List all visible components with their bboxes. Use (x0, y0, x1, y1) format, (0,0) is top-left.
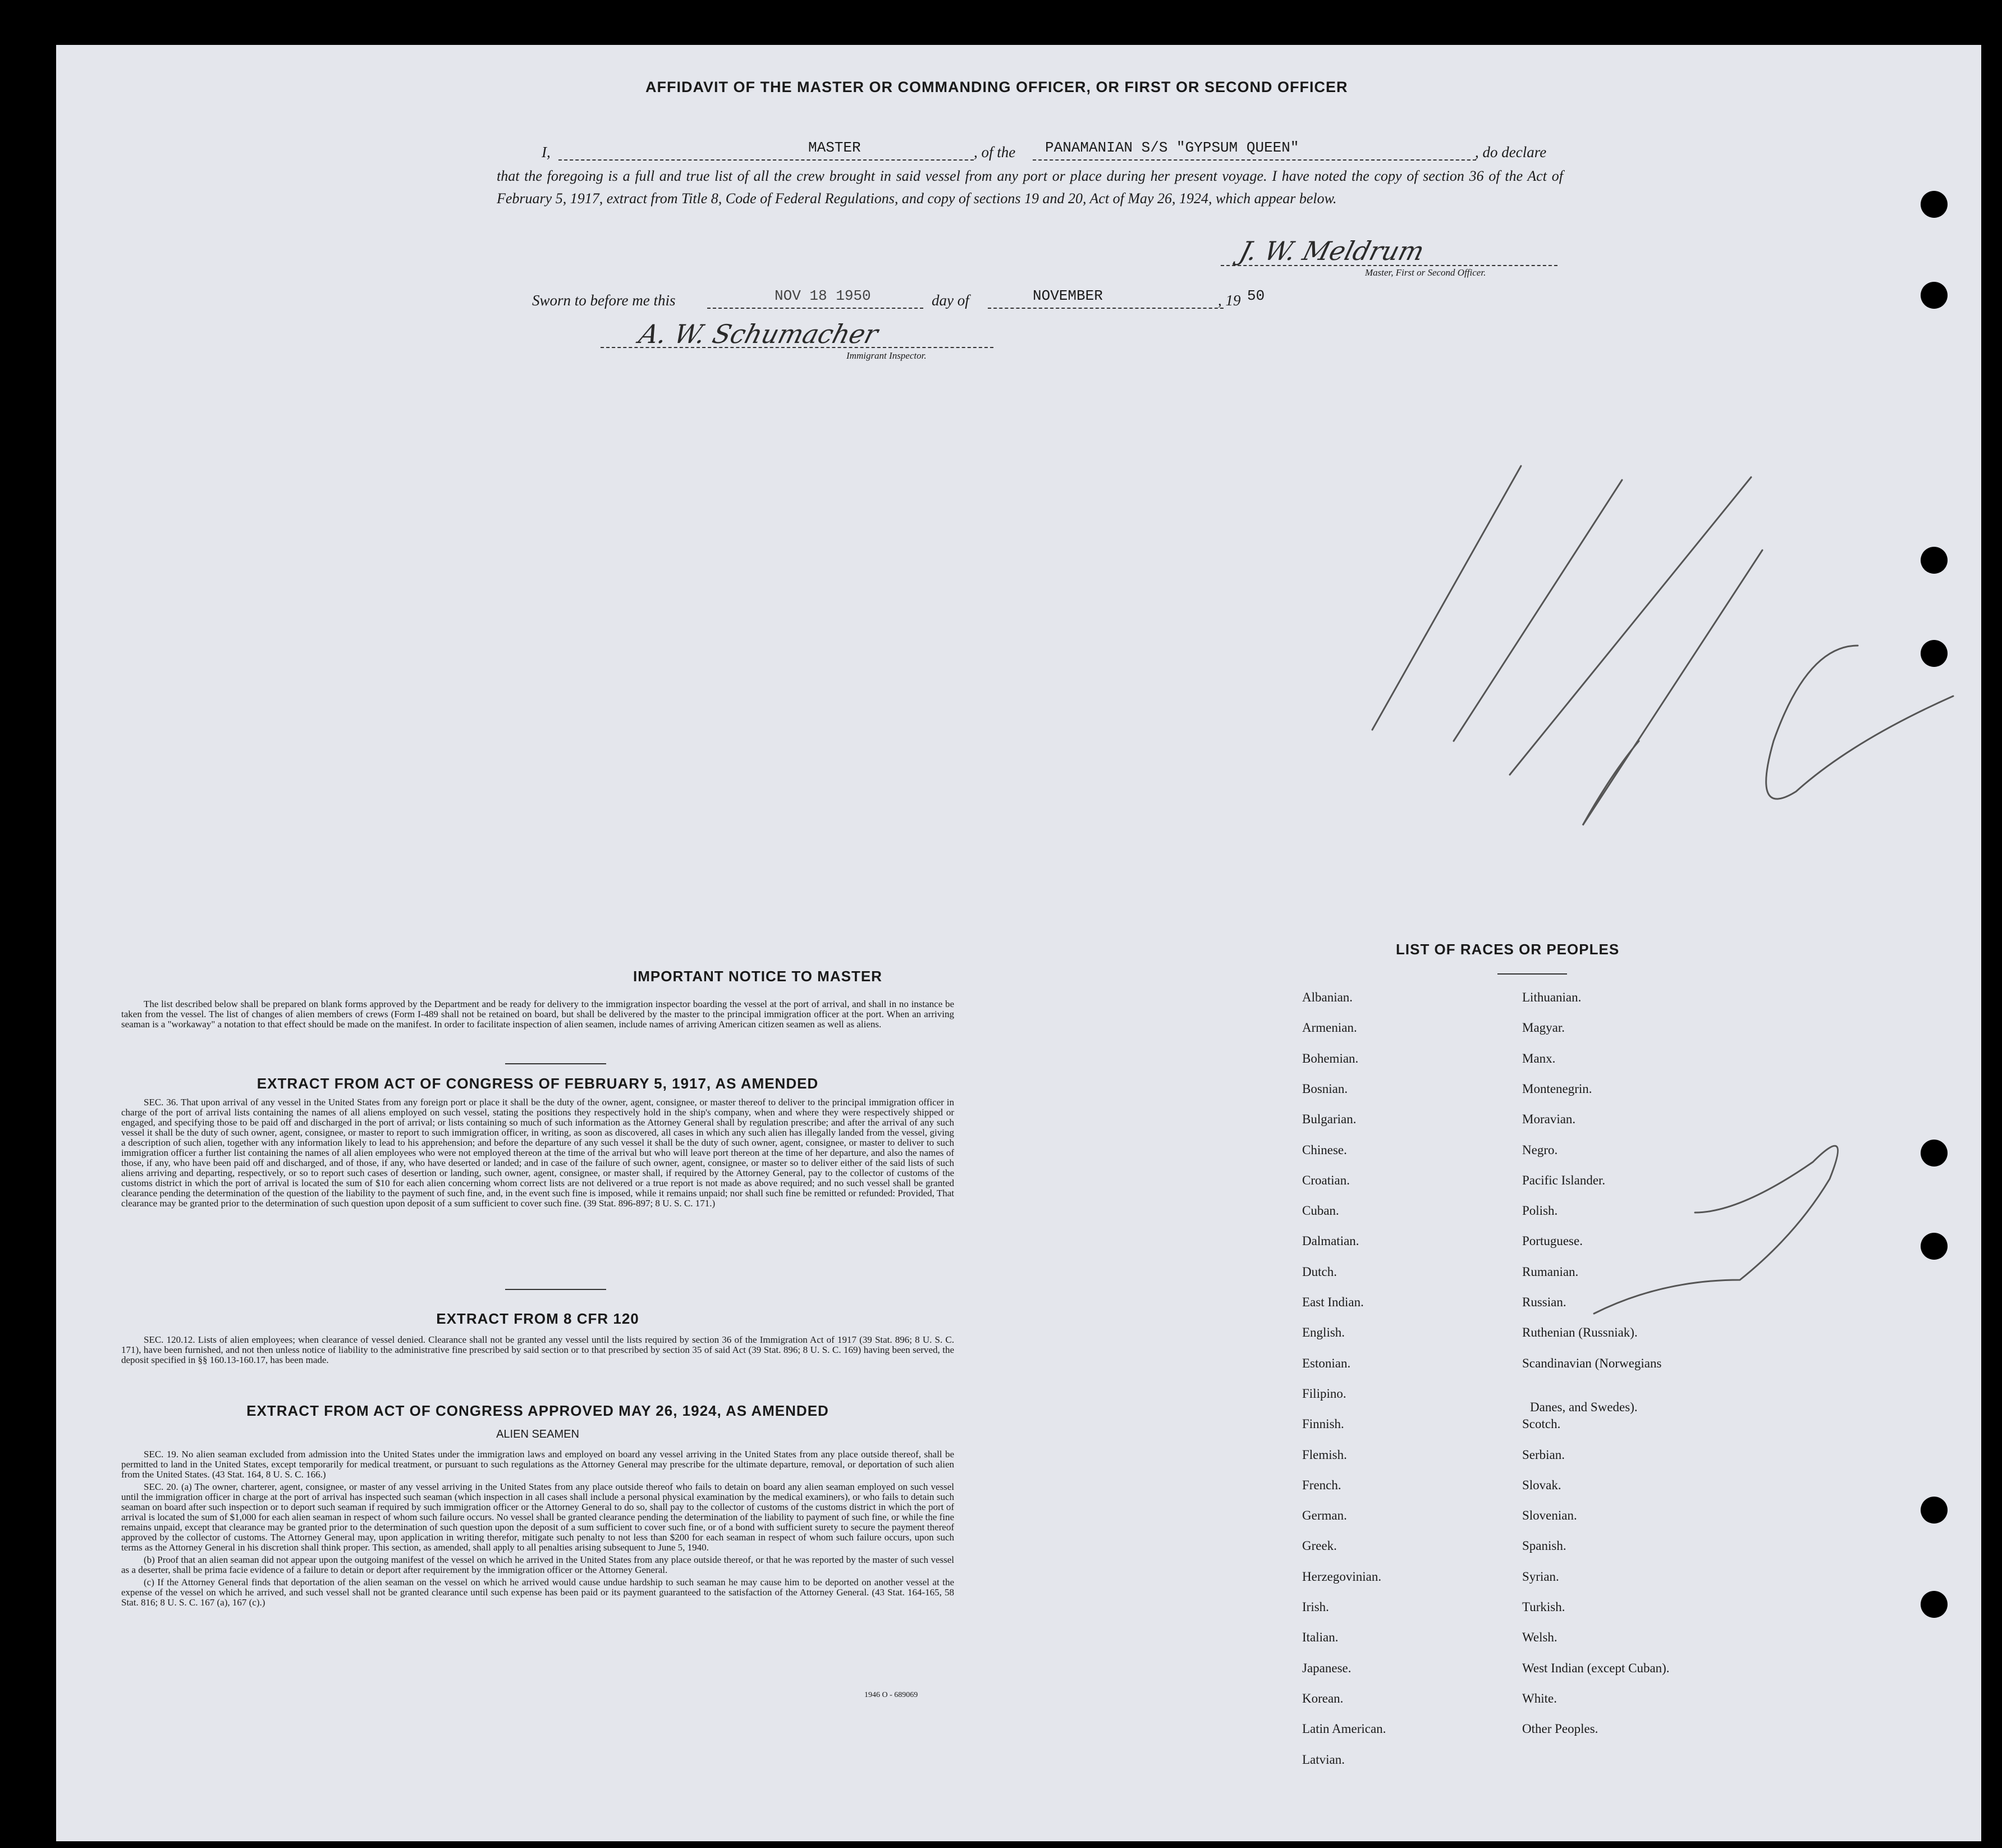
punch-hole (1921, 282, 1948, 309)
race-item: Portuguese. (1522, 1234, 1583, 1248)
affidavit-title: AFFIDAVIT OF THE MASTER OR COMMANDING OFFICER, OR FIRST OR SECOND OFFICER (645, 79, 1348, 95)
notice-text (121, 999, 954, 1032)
race-item: Flemish. (1302, 1447, 1347, 1462)
of-the-label: , of the (974, 144, 1016, 161)
race-item: English. (1302, 1325, 1345, 1340)
race-item: Slovenian. (1522, 1508, 1577, 1523)
day-of-label: day of (932, 292, 969, 309)
extract-1924-paragraph: (b) Proof that an alien seaman did not appear upon the outgoing manifest of the vessel on which he arrived in the United States from any place outside thereof, or that he was reported by the master of such vessel as a deserter, shall be prima facie evidence of a failure to detain or deport after requirement by the immigration officer or the Attorney General. (121, 1554, 954, 1575)
extract-1924-text (121, 1449, 954, 1610)
race-item: Irish. (1302, 1600, 1329, 1614)
extract-1924-paragraph: SEC. 19. No alien seaman excluded from admission into the United States under the immigration laws and employed on board any vessel arriving in the United States from any place outside thereof, shall be permitted to land in the United States, except temporarily for medical treatment, or pursuant to such regulations as the Attorney General may prescribe for the ultimate departure, removal, or deportation of such alien from the United States. (43 Stat. 164, 8 U. S. C. 166.) (121, 1449, 954, 1480)
inspector-caption: Immigrant Inspector. (846, 350, 927, 361)
race-item: Japanese. (1302, 1661, 1352, 1675)
race-item: Italian. (1302, 1630, 1339, 1645)
vessel-field: PANAMANIAN S/S "GYPSUM QUEEN" (1045, 139, 1299, 156)
month-line (988, 308, 1224, 309)
race-item: Dutch. (1302, 1264, 1337, 1279)
race-item: Bohemian. (1302, 1051, 1359, 1065)
extract-cfr-paragraph: SEC. 120.12. Lists of alien employees; when clearance of vessel denied. Clearance shall not be granted any vessel until the lists required by section 36 of the Immigration Act of 1917 (39 Stat. 896; 8 U. S. C. 171), have been furnished, and not then unless notice of liability to the administrative fine prescribed by said section or to that prescribed by section 35 of said Act (39 Stat. 896; 8 U. S. C. 169) having been served, the deposit specified in §§ 160.13-160.17, has been made. (121, 1334, 954, 1365)
races-title: LIST OF RACES OR PEOPLES (1396, 941, 1620, 958)
race-item: Lithuanian. (1522, 990, 1582, 1004)
inspector-signature: A. W. Schumacher (635, 319, 882, 349)
race-item: Montenegrin. (1522, 1081, 1592, 1096)
race-item: Croatian. (1302, 1173, 1350, 1187)
race-item: Polish. (1522, 1204, 1558, 1218)
race-item: Chinese. (1302, 1142, 1347, 1157)
extract-1924-paragraph: SEC. 20. (a) The owner, charterer, agent, consignee, or master of any vessel arriving in the United States from any place outside thereof who fails to detain on board any alien seaman employed on such vessel until the immigration officer in charge at the port of arrival has inspected such seaman (which inspection in all cases shall include a personal physical examination by the medical examiners), or who fails to detain such seaman on board after such inspection or to deport such seaman if required by such immigration officer or the Attorney General to do so, shall pay to the collector of customs of the customs district in which the port of arrival is located the sum of $1,000 for each alien seaman in respect of whom such failure occurs. No vessel shall be granted clearance pending the determination of the liability to payment of such fine, or while the fine remains unpaid, except that clearance may be granted prior to the determination of such question upon the deposit of a sum sufficient to cover such fine, or of a bond with sufficient surety to secure the payment thereof approved by the collector of customs. The Attorney General may, upon application in writing therefor, mitigate such penalty to not less than $200 for each seaman in respect of whom such failure occurs, upon such terms as the Attorney General in his discretion shall think proper. This section, as amended, shall apply to all penalties arising subsequent to June 5, 1940. (121, 1481, 954, 1553)
race-item: Estonian. (1302, 1356, 1351, 1370)
race-item: Latin American. (1302, 1722, 1386, 1736)
race-item: Finnish. (1302, 1417, 1344, 1431)
year-prefix: , 19 (1218, 292, 1241, 309)
extract-1917-paragraph: SEC. 36. That upon arrival of any vessel in the United States from any foreign port or place it shall be the duty of the owner, agent, consignee, or master thereof to deliver to the principal immigration officer in charge of the port of arrival lists containing the names of all aliens employed on such vessel, stating the positions they respectively hold in the ship's company, when and where they were respectively shipped or engaged, and specifying those to be paid off and discharged in the port of arrival; or lists containing so much of such information as the Attorney General shall by regulation prescribe; and after the arrival of any such vessel it shall be the duty of such owner, agent, consignee, or master to report to such immigration officer, in writing, as soon as discovered, all cases in which any such alien has illegally landed from the vessel, giving a description of such alien, together with any information likely to lead to his apprehension; and before the departure of any such vessel it shall be the duty of such owner, agent, consignee, or master to deliver to such immigration officer a further list containing the names of all alien employees who were not employed thereon at the time of the arrival but who will leave port thereon at the time of her departure, and also the names of those, if any, who have been paid off and discharged, and of those, if any, who have deserted or landed; and in case of the failure of such owner, agent, consignee, or master so to deliver either of the said lists of such aliens arriving and departing, respectively, or so to report such cases of desertion or landing, such owner, agent, consignee, or master shall, if required by the Attorney General, pay to the collector of customs of the customs district in which the port of arrival is located the sum of $10 for each alien concerning whom correct lists are not delivered or a true report is not made as above required; and no such vessel shall be granted clearance pending the determination of the question of the liability to the payment of such fine, and, in the event such fine is imposed, while it remains unpaid; nor shall such fine be remitted or refunded: Provided, That clearance may be granted prior to the determination of such question upon deposit of a sum sufficient to cover such fine. (39 Stat. 896-897; 8 U. S. C. 171.) (121, 1097, 954, 1209)
sworn-date-stamp: NOV 18 1950 (775, 287, 871, 304)
race-item: Moravian. (1522, 1112, 1576, 1127)
race-item: Manx. (1522, 1051, 1556, 1065)
race-item: Cuban. (1302, 1204, 1339, 1218)
race-item: Slovak. (1522, 1478, 1561, 1492)
extract-1917-title: EXTRACT FROM ACT OF CONGRESS OF FEBRUARY 5, 1917, AS AMENDED (256, 1075, 819, 1092)
punch-hole (1921, 1591, 1948, 1618)
printer-mark: 1946 O - 689069 (864, 1691, 918, 1699)
race-item: Rumanian. (1522, 1264, 1579, 1279)
notice-paragraph: The list described below shall be prepared on blank forms approved by the Department and be ready for delivery to the immigration inspector boarding the vessel at the port of arrival, and shall in no instance be taken from the vessel. The list of changes of alien members of crews (Form I-489 shall not be retained on board, but shall be delivered by the master to the principal immigration officer at the port. When an arriving seaman is a "workaway" a notation to that effect should be made on the manifest. In order to facilitate inspection of alien seamen, include names of arriving American citizen seamen as well as aliens. (121, 999, 954, 1030)
punch-hole (1921, 191, 1948, 218)
race-item: Latvian. (1302, 1752, 1345, 1767)
year-field: 50 (1247, 287, 1265, 304)
race-item: Greek. (1302, 1539, 1337, 1553)
race-item: West Indian (except Cuban). (1522, 1661, 1670, 1675)
sworn-label: Sworn to before me this (532, 292, 676, 309)
extract-1924-subtitle: ALIEN SEAMEN (496, 1428, 579, 1440)
punch-hole (1921, 1497, 1948, 1524)
extract-cfr-text (121, 1335, 954, 1367)
extract-cfr-title: EXTRACT FROM 8 CFR 120 (436, 1310, 639, 1327)
race-item: Serbian. (1522, 1447, 1565, 1462)
divider (1497, 973, 1567, 975)
master-caption: Master, First or Second Officer. (1365, 267, 1486, 278)
extract-1924-title: EXTRACT FROM ACT OF CONGRESS APPROVED MAY 26, 1924, AS AMENDED (246, 1402, 829, 1419)
race-item: Welsh. (1522, 1630, 1557, 1645)
race-item: Magyar. (1522, 1021, 1565, 1035)
race-item: Turkish. (1522, 1600, 1565, 1614)
pencil-cancellation-marks (1347, 427, 1964, 1392)
affidavit-i: I, (542, 144, 551, 161)
vessel-line (1033, 159, 1476, 161)
rank-field: MASTER (808, 139, 861, 156)
race-item: Spanish. (1522, 1539, 1566, 1553)
race-item: East Indian. (1302, 1295, 1364, 1309)
race-item: Syrian. (1522, 1569, 1559, 1584)
race-item: Bulgarian. (1302, 1112, 1357, 1127)
race-item: White. (1522, 1691, 1557, 1705)
race-item: Herzegovinian. (1302, 1569, 1382, 1584)
race-item: French. (1302, 1478, 1341, 1492)
race-item: Filipino. (1302, 1386, 1346, 1401)
divider (505, 1063, 606, 1064)
extract-1924-paragraph: (c) If the Attorney General finds that deportation of the alien seaman on the vessel on which he arrived would cause undue hardship to such seaman he may cause him to be deported on another vessel at the expense of the vessel on which he arrived, and such vessel shall not be granted clearance until such expense has been paid or its payment guaranteed to the satisfaction of the Attorney General. (43 Stat. 164-165, 58 Stat. 816; 8 U. S. C. 167 (a), 167 (c).) (121, 1577, 954, 1608)
race-item: Bosnian. (1302, 1081, 1348, 1096)
race-item: Negro. (1522, 1142, 1558, 1157)
sworn-date-line (707, 308, 923, 309)
notice-title: IMPORTANT NOTICE TO MASTER (633, 968, 882, 985)
do-declare-label: , do declare (1475, 144, 1547, 161)
extract-1917-text (121, 1097, 954, 1211)
race-item: Pacific Islander. (1522, 1173, 1606, 1187)
divider (505, 1289, 606, 1290)
rank-line (558, 159, 974, 161)
race-item: Dalmatian. (1302, 1234, 1359, 1248)
race-item: Ruthenian (Russniak). (1522, 1325, 1638, 1340)
race-item: Danes, and Swedes). (1530, 1399, 1638, 1414)
master-signature: J. W. Meldrum (1236, 236, 1428, 266)
affidavit-body: that the foregoing is a full and true list of all the crew brought in said vessel from any port or place during her present voyage. I have noted the copy of section 36 of the Act of February 5, 1917, extract from Title 8, Code of Federal Regulations, and copy of sections 19 and 20, Act of May 26, 1924, which appear below. (497, 168, 1563, 207)
month-field: NOVEMBER (1033, 287, 1103, 304)
race-item: Scotch. (1522, 1417, 1561, 1431)
race-item: Armenian. (1302, 1021, 1357, 1035)
race-item: Russian. (1522, 1295, 1566, 1309)
race-item: Albanian. (1302, 990, 1353, 1004)
race-item: Other Peoples. (1522, 1722, 1598, 1736)
race-item: German. (1302, 1508, 1347, 1523)
race-item: Scandinavian (Norwegians (1522, 1356, 1662, 1370)
race-item: Korean. (1302, 1691, 1344, 1705)
